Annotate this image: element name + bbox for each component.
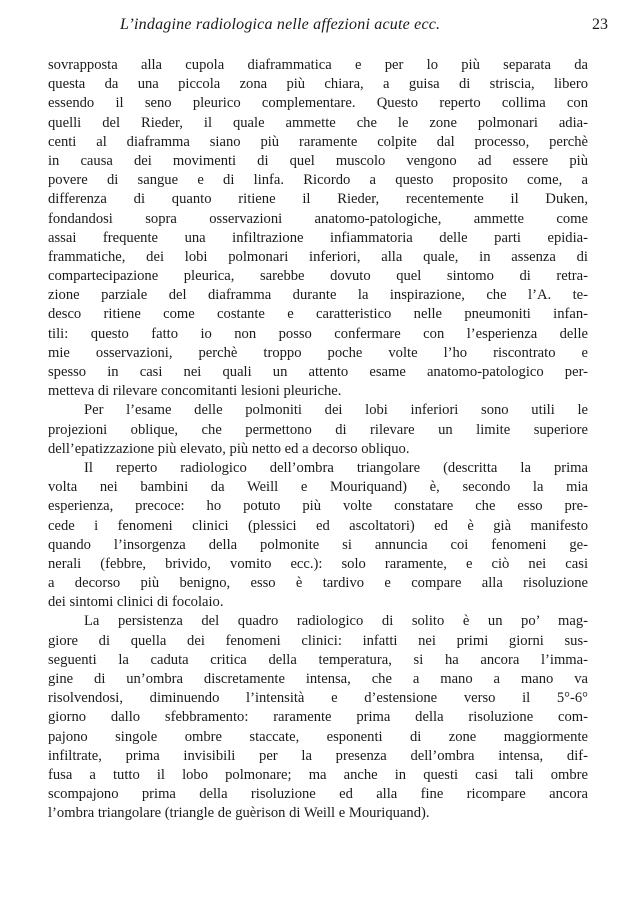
text-line: assai frequente una infiltrazione infiammatoria delle parti epidia- — [48, 229, 588, 246]
text-line: pajono singole ombre staccate, esponenti di zone maggiormente — [48, 728, 588, 745]
body-text — [48, 56, 588, 824]
text-line: quando l’insorgenza della polmonite si annuncia coi fenomeni ge- — [48, 536, 588, 553]
text-line: fondandosi sopra osservazioni anatomo-patologiche, ammette come — [48, 210, 588, 227]
text-line: quelli del Rieder, il quale ammette che le zone polmonari adia- — [48, 114, 588, 131]
paragraph — [48, 459, 588, 613]
text-line: desco ritiene come costante e caratteristico nelle pneumoniti infan- — [48, 306, 588, 323]
text-line: povere di sangue e di linfa. Ricordo a questo proposito come, a — [48, 172, 588, 189]
paragraph — [48, 612, 588, 823]
text-line: infiltrate, prima invisibili per la presenza dell’ombra intensa, dif- — [48, 747, 588, 764]
running-title: L’indagine radiologica nelle affezioni acute ecc. — [120, 16, 441, 33]
text-line: volta nei bambini da Weill e Mouriquand) è, secondo la mia — [48, 479, 588, 496]
text-line: essendo il seno pleurico complementare. Questo reperto collima con — [48, 95, 588, 112]
text-line: Per l’esame delle polmoniti dei lobi inferiori sono utili le — [84, 402, 588, 419]
text-line: in causa dei movimenti di quel muscolo vengono ad essere più — [48, 152, 588, 169]
text-line: fusa a tutto il lobo polmonare; ma anche in questi casi tali ombre — [48, 766, 588, 783]
text-line: centi al diaframma siano più raramente colpite dal processo, perchè — [48, 133, 588, 150]
text-line: scompajono prima della risoluzione ed alla fine ricompare ancora — [48, 786, 588, 803]
text-line: mie osservazioni, perchè troppo poche volte l’ho riscontrato e — [48, 344, 588, 361]
text-line: zione parziale del diaframma durante la inspirazione, che l’A. te- — [48, 287, 588, 304]
page-number: 23 — [592, 16, 608, 33]
text-line: La persistenza del quadro radiologico di solito è un po’ mag- — [84, 613, 588, 630]
text-line: spesso in casi nei quali un attento esame anatomo-patologico per- — [48, 364, 588, 380]
paragraph — [48, 401, 588, 459]
text-line: Il reperto radiologico dell’ombra triangolare (descritta la prima — [84, 459, 588, 476]
text-line: cede i fenomeni clinici (plessici ed ascoltatori) ed è già manifesto — [48, 517, 588, 534]
text-line: seguenti la caduta critica della temperatura, si ha ancora l’imma- — [48, 651, 588, 668]
text-line: giorno dallo sfebbramento: raramente prima della risoluzione com- — [48, 709, 588, 726]
text-line: l’ombra triangolare (triangle de guèrison di Weill e Mouriquand). — [48, 805, 430, 822]
text-line: giore di quella dei fenomeni clinici: infatti nei primi giorni sus- — [48, 632, 588, 649]
text-line: questa da una piccola zona più chiara, a guisa di striscia, libero — [48, 76, 588, 93]
text-line: metteva di rilevare concomitanti lesioni pleuriche. — [48, 383, 342, 400]
text-line: nerali (febbre, brivido, vomito ecc.): solo raramente, e ciò nei casi — [48, 555, 588, 572]
text-line: dell’epatizzazione più elevato, più netto ed a decorso obliquo. — [48, 440, 410, 457]
text-line: compartecipazione pleurica, sarebbe dovuto quel sintomo di retra- — [48, 268, 588, 285]
text-line: tili: questo fatto io non posso confermare con l’esperienza delle — [48, 325, 588, 342]
text-line: sovrapposta alla cupola diaframmatica e per lo più separata da — [48, 57, 588, 73]
text-line: gine di un’ombra discretamente intensa, che a mano a mano va — [48, 671, 588, 687]
text-line: differenza di quanto ritiene il Rieder, recentemente il Duken, — [48, 191, 588, 208]
text-line: frammatiche, dei lobi polmonari inferiori, alla quale, in assenza di — [48, 248, 588, 265]
page-header — [48, 14, 608, 38]
text-line: esperienza, precoce: ho potuto più volte constatare che esso pre- — [48, 498, 588, 515]
text-line: risolvendosi, diminuendo l’intensità e d’estensione verso il 5°-6° — [48, 690, 588, 707]
paragraph — [48, 56, 588, 401]
text-line: a decorso più benigno, esso è tardivo e compare alla risoluzione — [48, 575, 588, 592]
text-line: projezioni oblique, che permettono di rilevare un limite superiore — [48, 421, 588, 438]
text-line: dei sintomi clinici di focolaio. — [48, 594, 224, 611]
